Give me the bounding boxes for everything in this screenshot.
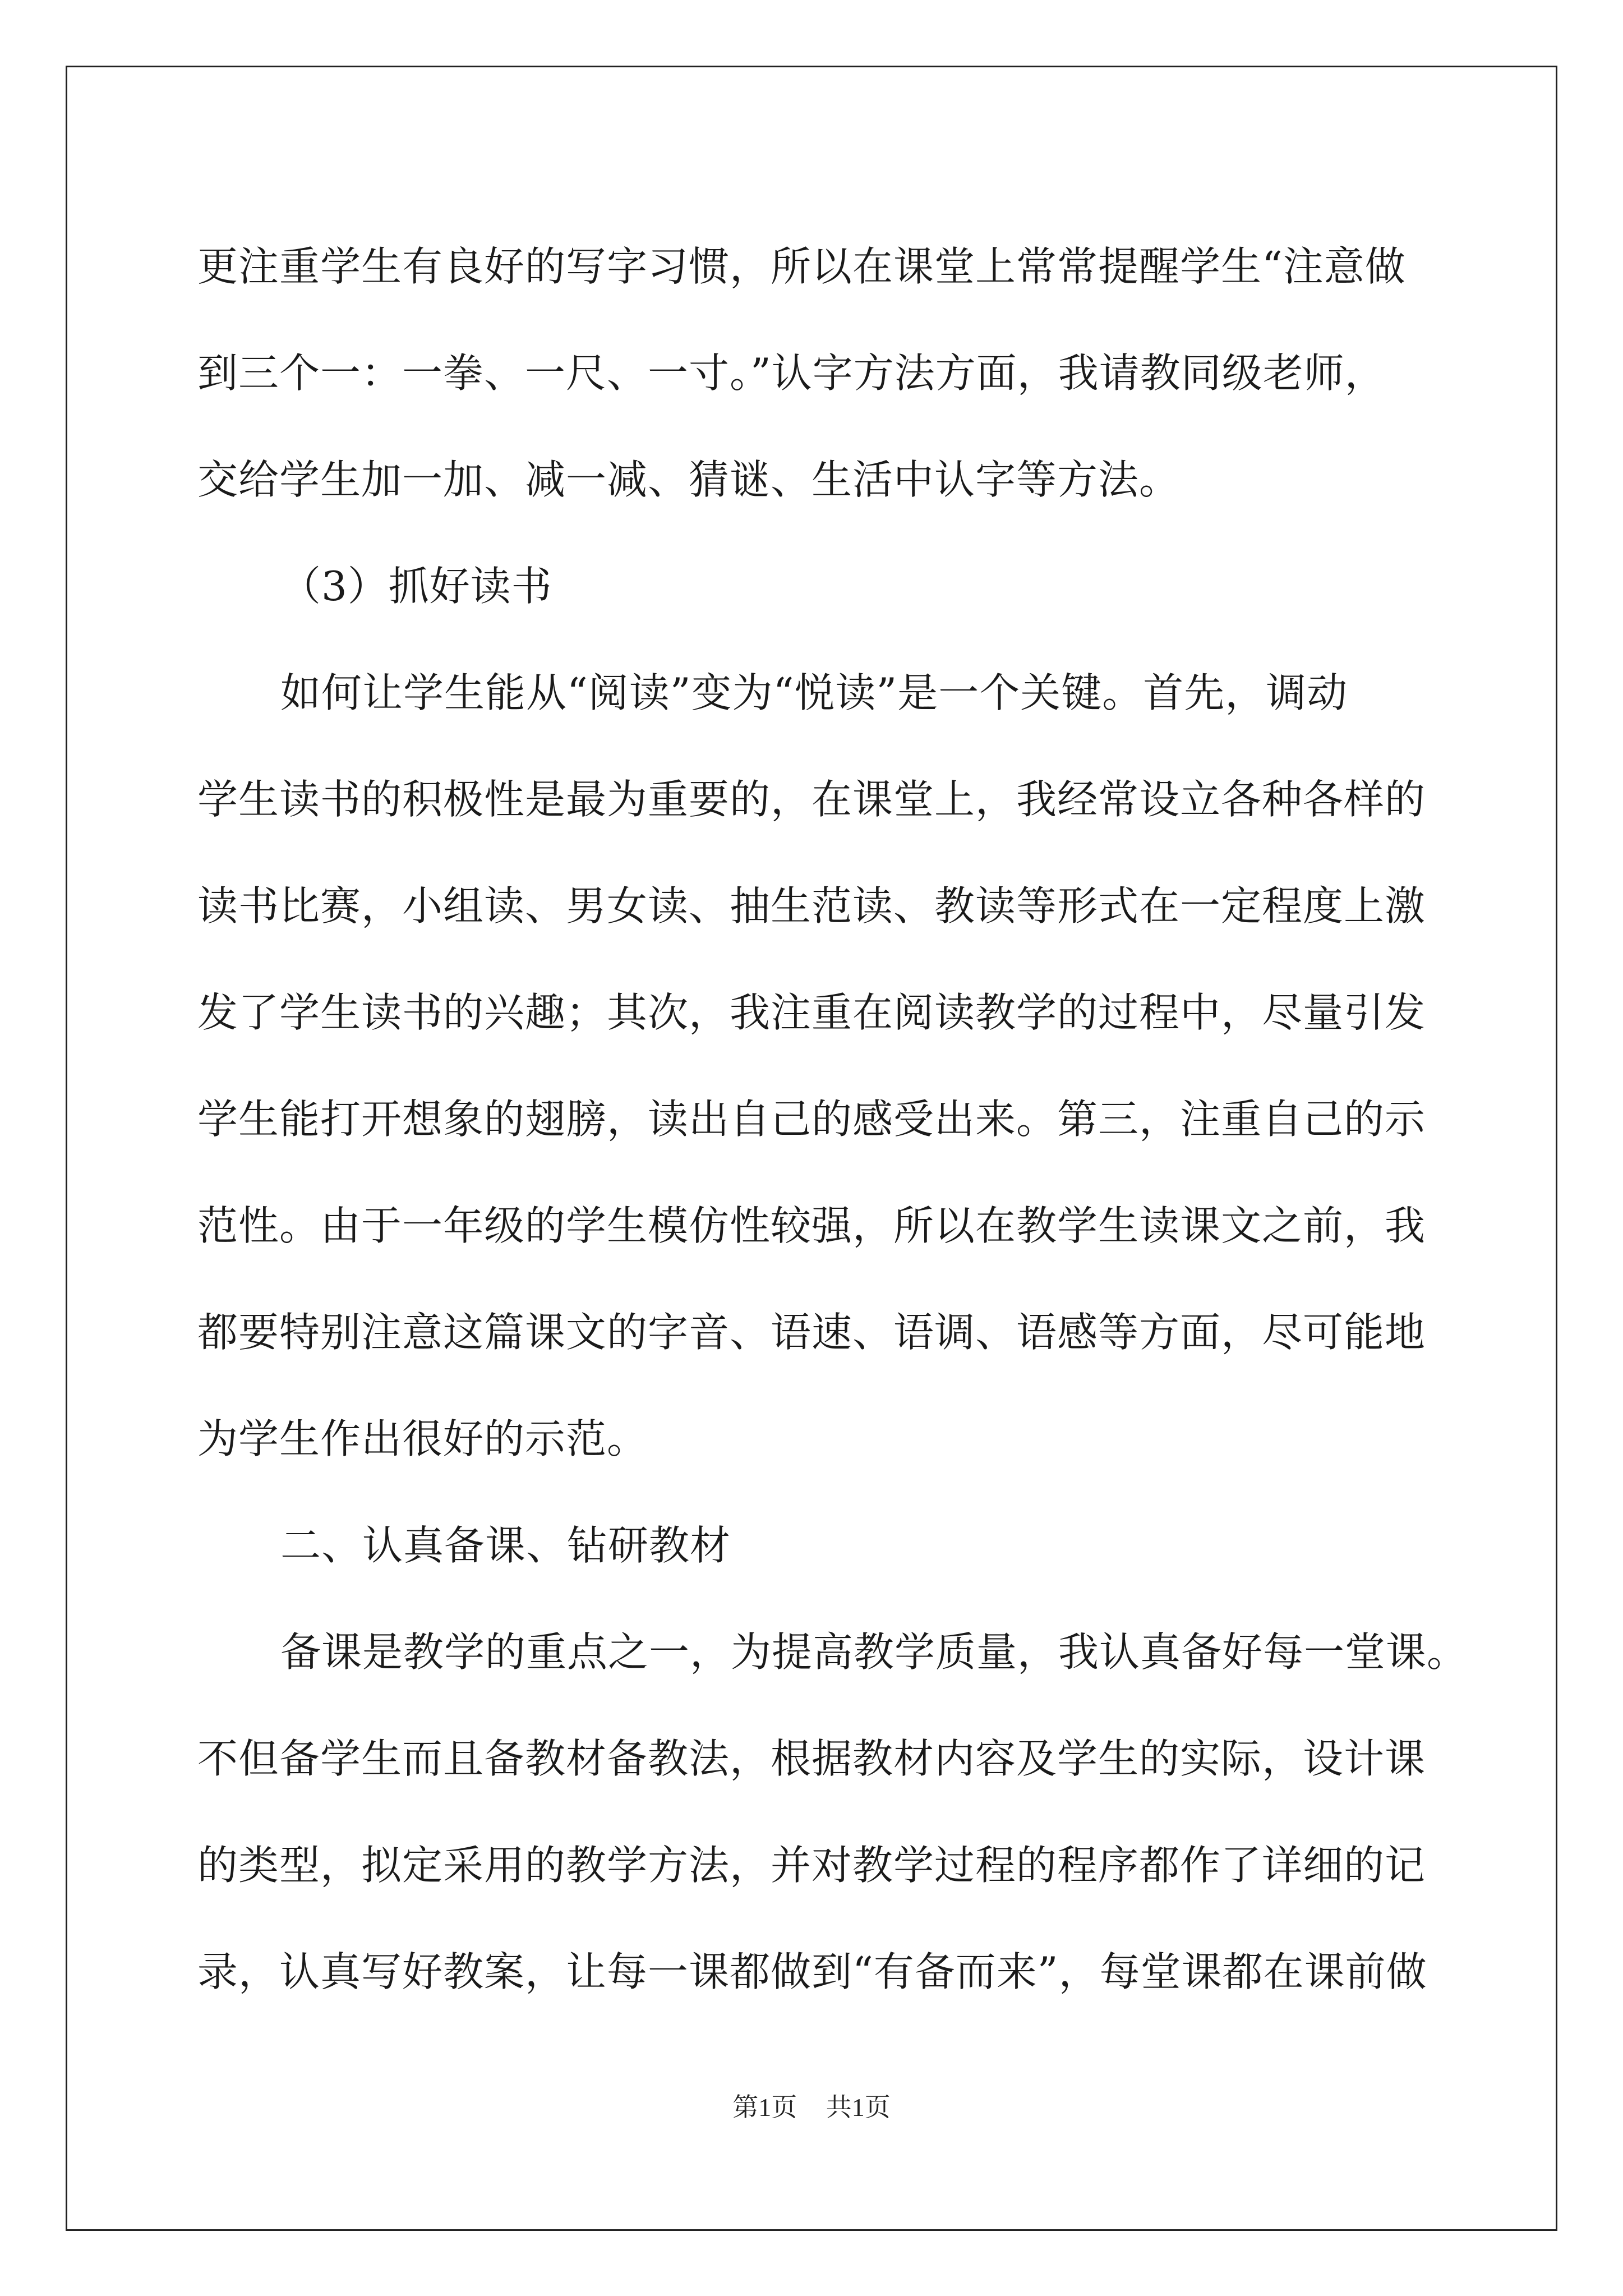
text-line: 交给学生加一加、减一减、猜谜、生活中认字等方法。	[197, 456, 1181, 503]
text-line: 学生读书的积极性是最为重要的，在课堂上，我经常设立各种各样的	[197, 776, 1426, 823]
text-line: 不但备学生而且备教材备教法，根据教材内容及学生的实际，设计课	[197, 1735, 1426, 1782]
text-line: 到三个一：一拳、一尺、一寸。”认字方法方面，我请教同级老师，	[197, 349, 1386, 397]
page-number: 第1页	[732, 2093, 797, 2122]
text-line: 发了学生读书的兴趣；其次，我注重在阅读教学的过程中，尽量引发	[197, 989, 1426, 1036]
page-total: 共1页	[826, 2093, 891, 2122]
text-line: 录，认真写好教案，让每一课都做到“有备而来”，每堂课都在课前做	[197, 1948, 1427, 1995]
text-line: 学生能打开想象的翅膀，读出自己的感受出来。第三，注重自己的示	[197, 1096, 1426, 1143]
text-line: 读书比赛，小组读、男女读、抽生范读、教读等形式在一定程度上激	[197, 882, 1426, 930]
text-line: （3）抓好读书	[280, 563, 552, 610]
text-line: 更注重学生有良好的写字习惯，所以在课堂上常常提醒学生“注意做	[197, 243, 1406, 290]
text-line: 二、认真备课、钻研教材	[280, 1522, 731, 1569]
text-line: 的类型，拟定采用的教学方法，并对教学过程的程序都作了详细的记	[197, 1842, 1426, 1889]
document-body	[197, 213, 1468, 2025]
page-footer	[0, 2087, 1623, 2124]
text-line: 范性。由于一年级的学生模仿性较强，所以在教学生读课文之前，我	[197, 1202, 1426, 1249]
text-line: 如何让学生能从“阅读”变为“悦读”是一个关键。首先，调动	[280, 669, 1348, 716]
text-line: 备课是教学的重点之一，为提高教学质量，我认真备好每一堂课。	[280, 1628, 1468, 1676]
text-line: 都要特别注意这篇课文的字音、语速、语调、语感等方面，尽可能地	[197, 1309, 1426, 1356]
text-line: 为学生作出很好的示范。	[197, 1415, 648, 1462]
